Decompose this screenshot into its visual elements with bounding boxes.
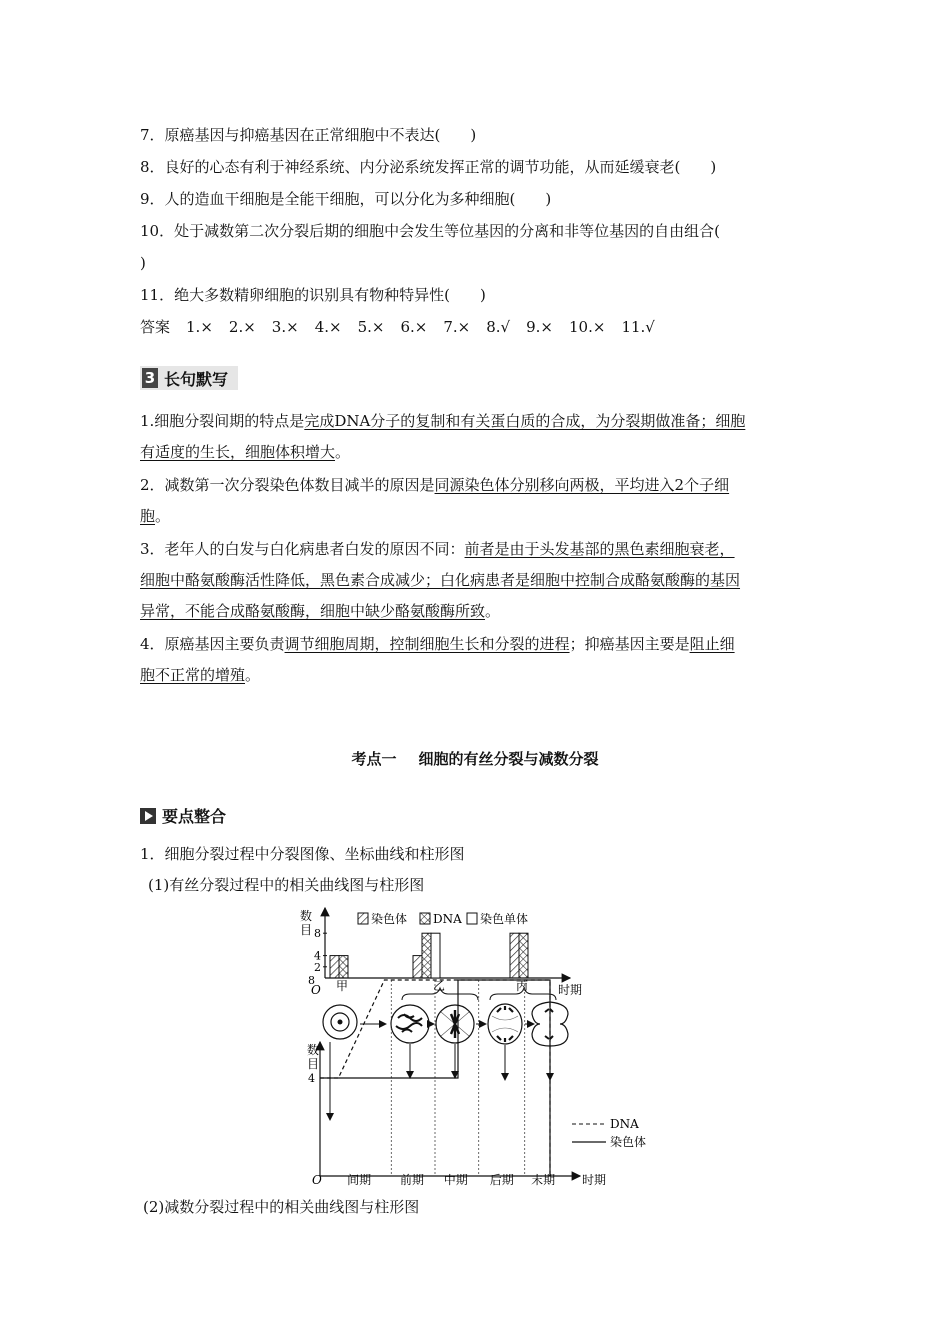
- bar-2-0: [510, 933, 519, 978]
- long-q3-answer-a: 前者是由于头发基部的黑色素细胞衰老，: [464, 540, 735, 558]
- bar-1-1: [422, 933, 431, 978]
- bar-0-0: [330, 956, 339, 978]
- answer-item: 9.×: [526, 318, 554, 336]
- bar-ylabel-2: 目: [300, 923, 313, 937]
- line-category-label: 间期: [347, 1173, 372, 1187]
- long-q3-line3: [140, 600, 812, 622]
- key-points-header: [140, 804, 226, 827]
- judge-item-11: 11．绝大多数精卵细胞的识别具有物种特异性( ): [140, 286, 486, 304]
- long-q2-prefix: 2．减数第一次分裂染色体数目减半的原因是: [140, 476, 435, 494]
- answer-item: 8.√: [486, 318, 511, 336]
- body-para-2: (1)有丝分裂过程中的相关曲线图与柱形图: [148, 876, 425, 894]
- line-ytick: 8: [308, 974, 315, 987]
- topic-title: 细胞的有丝分裂与减数分裂: [418, 750, 599, 768]
- cell-metaphase: [436, 1005, 474, 1043]
- line-ytick: 4: [308, 1072, 315, 1085]
- long-q4-end: 。: [245, 666, 261, 684]
- bar-category-label: 丙: [515, 979, 529, 993]
- long-q1-end: 。: [335, 443, 351, 461]
- answer-item: 4.×: [314, 318, 342, 336]
- long-q4-line2: [140, 664, 812, 686]
- key-points-title: 要点整合: [162, 807, 227, 826]
- answer-item: 7.×: [443, 318, 471, 336]
- line-legend: [572, 1117, 646, 1149]
- brace-bing: [490, 988, 556, 1000]
- topic-heading: [0, 748, 950, 769]
- legend-chromosome-label: 染色体: [610, 1135, 647, 1149]
- section-3-header: [140, 366, 238, 390]
- bar-legend: [358, 911, 528, 926]
- cell-prophase: [391, 1005, 429, 1043]
- long-q3-end: 。: [485, 602, 501, 620]
- bar-category-label: 甲: [335, 979, 349, 993]
- long-q1-answer-b: 有适度的生长，细胞体积增大: [140, 443, 336, 461]
- legend-swatch-chromatid: [467, 913, 477, 924]
- legend-swatch-chromosome: [358, 913, 368, 924]
- answer-line: [140, 316, 812, 338]
- bar-xlabel: 时期: [558, 983, 583, 997]
- bar-origin: O: [311, 983, 321, 997]
- long-q4-answer-c: 胞不正常的增殖: [140, 666, 246, 684]
- section-number: 3: [142, 368, 158, 388]
- bar-0-1: [339, 956, 348, 978]
- long-q2-answer-a: 同源染色体分别移向两极，平均进入2个子细: [434, 476, 730, 494]
- bar-category-label: 乙: [432, 979, 446, 993]
- topic-label: 考点一: [351, 750, 397, 768]
- cell-sequence: [323, 1002, 568, 1120]
- long-q2-line2: [140, 505, 812, 527]
- line-xlabel: 时期: [582, 1173, 607, 1187]
- long-q1-answer-a: 完成DNA分子的复制和有关蛋白质的合成，为分裂期做准备；细胞: [304, 412, 746, 430]
- line-category-label: 中期: [443, 1173, 468, 1187]
- long-q2-end: 。: [155, 507, 171, 525]
- answer-item: 6.×: [400, 318, 428, 336]
- long-q3-line2: [140, 569, 812, 591]
- long-q4-prefix: 4．原癌基因主要负责: [140, 635, 285, 653]
- answer-item: 1.×: [186, 318, 213, 336]
- long-q2-line1: [140, 474, 812, 496]
- answer-item: 3.×: [271, 318, 299, 336]
- body-para-1: 1．细胞分裂过程中分裂图像、坐标曲线和柱形图: [140, 845, 465, 863]
- bar-ytick: 2: [314, 960, 321, 974]
- legend-label-chromatid: 染色单体: [480, 912, 529, 926]
- body-para-3: (2)减数分裂过程中的相关曲线图与柱形图: [143, 1198, 420, 1216]
- line-chart: [307, 974, 646, 1187]
- bar-ylabel-1: 数: [300, 909, 313, 923]
- legend-label-chromosome: 染色体: [371, 912, 408, 926]
- bar-1-2: [431, 933, 440, 978]
- answer-item: 10.×: [569, 318, 606, 336]
- long-q1-line2: [140, 441, 812, 463]
- answer-item: 5.×: [357, 318, 385, 336]
- long-q3-answer-c: 异常，不能合成酪氨酸酶，细胞中缺少酪氨酸酶所致: [140, 602, 486, 620]
- bar-2-1: [519, 933, 528, 978]
- bar-chart: [300, 908, 582, 1000]
- cell-anaphase: [488, 1004, 522, 1044]
- long-q4-mid: ；抑癌基因主要是: [569, 635, 690, 653]
- judge-item-10-end: ): [140, 254, 146, 272]
- legend-swatch-dna: [420, 913, 430, 924]
- bar-1-0: [413, 956, 422, 978]
- judge-item-9: 9．人的造血干细胞是全能干细胞，可以分化为多种细胞( ): [140, 190, 552, 208]
- mitosis-figure: [0, 902, 950, 1192]
- line-category-label: 末期: [531, 1173, 556, 1187]
- line-category-label: 前期: [399, 1173, 425, 1187]
- answer-item: 11.√: [621, 318, 655, 336]
- long-q4-answer-b: 阻止细: [689, 635, 735, 653]
- long-q1-prefix: 1.细胞分裂间期的特点是: [140, 412, 305, 430]
- answer-list: [186, 318, 671, 336]
- bar-ytick: 8: [314, 927, 321, 941]
- long-q4-answer-a: 调节细胞周期，控制细胞生长和分裂的进程: [284, 635, 570, 653]
- judge-item-10: 10．处于减数第二次分裂后期的细胞中会发生等位基因的分离和非等位基因的自由组合(: [140, 222, 720, 240]
- answer-item: 2.×: [228, 318, 256, 336]
- long-q4-line1: [140, 633, 812, 655]
- section-title: 长句默写: [164, 369, 229, 389]
- bar-ytick: 4: [314, 949, 321, 963]
- cell-interphase: [323, 1005, 357, 1039]
- long-q3-answer-b: 细胞中酪氨酸酶活性降低，黑色素合成减少；白化病患者是细胞中控制合成酪氨酸酶的基因: [140, 571, 741, 589]
- line-ylabel-1: 数: [307, 1043, 320, 1057]
- answer-label: 答案: [140, 318, 171, 336]
- legend-dna-label: DNA: [610, 1117, 639, 1131]
- play-triangle-icon: [140, 808, 156, 824]
- judge-item-7: 7．原癌基因与抑癌基因在正常细胞中不表达( ): [140, 126, 477, 144]
- long-q1-line1: [140, 410, 812, 432]
- line-category-label: 后期: [489, 1173, 514, 1187]
- legend-label-dna: DNA: [433, 912, 462, 926]
- line-ylabel-2: 目: [307, 1057, 320, 1071]
- judge-item-8: 8．良好的心态有利于神经系统、内分泌系统发挥正常的调节功能，从而延缓衰老( ): [140, 158, 717, 176]
- long-q3-line1: [140, 538, 812, 560]
- line-origin: O: [312, 1173, 322, 1187]
- long-q3-prefix: 3．老年人的白发与白化病患者白发的原因不同：: [140, 540, 465, 558]
- long-q2-answer-b: 胞: [140, 507, 156, 525]
